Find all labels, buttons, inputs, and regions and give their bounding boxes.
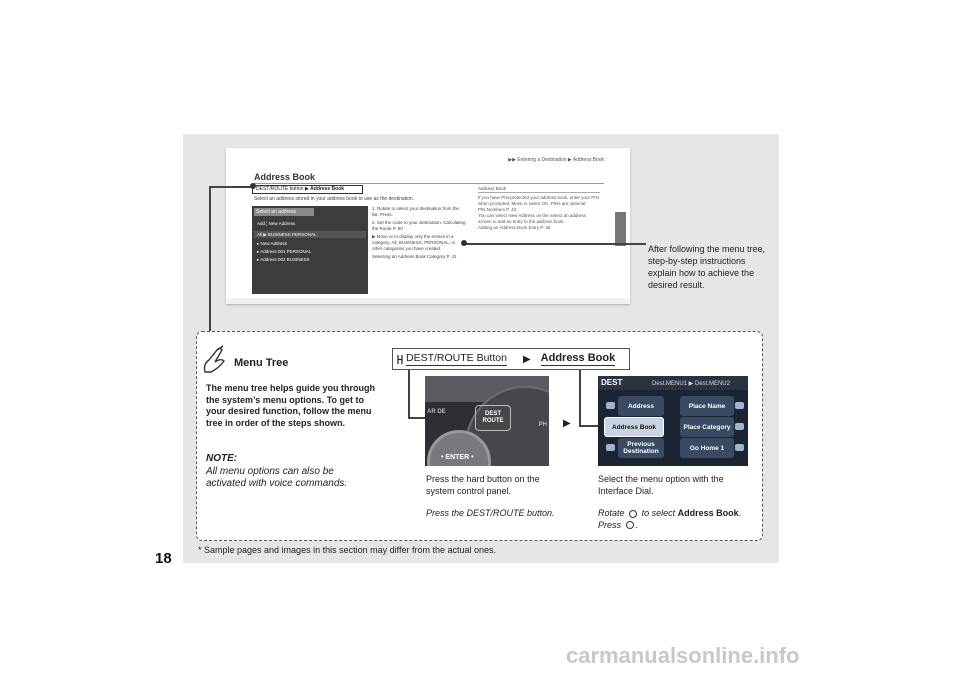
note-header: NOTE: (206, 453, 238, 464)
sample-screen (252, 206, 368, 294)
enter-label: • ENTER • (441, 454, 474, 461)
dial-rotate-icon (629, 510, 637, 518)
dest-route-label: ROUTE (482, 418, 504, 424)
sample-title: Address Book (254, 172, 316, 182)
tree-bar-destination: Address Book (540, 352, 616, 364)
nav-button-previous-destination[interactable]: Previous Destination (618, 438, 664, 458)
caption-period: . (738, 508, 742, 518)
callout-instructions: After following the menu tree, step-by-step instructions explain how to achieve the desired result. (648, 244, 766, 290)
sample-page-edge (226, 298, 630, 304)
nav-button-place-category[interactable]: Place Category (680, 417, 734, 437)
connector-dot (461, 240, 467, 246)
dest-route-button[interactable] (475, 405, 511, 431)
hard-button-icon (397, 354, 403, 365)
connector-dot (250, 183, 256, 189)
sample-screen-row: All ▶ BUSINESS PERSONAL (254, 231, 366, 238)
nav-header-dest: DEST (601, 378, 623, 387)
sample-screen-row: ▸ Address 001 PERSONAL (257, 249, 312, 254)
sample-note-line: Adding an Address Book Entry P. 38 (478, 225, 551, 230)
nav-button-place-name[interactable]: Place Name (680, 396, 734, 416)
nav-header (598, 376, 748, 390)
caption-press-dest-route-text: Press the DEST/ROUTE button. (426, 508, 555, 518)
sample-note-line: PIN Numbers P. 43 (478, 207, 517, 212)
panel-side-label: AR DE (427, 409, 446, 415)
connector-line (209, 186, 211, 332)
caption-press-hard-button: Press the hard button on the system control panel. (426, 474, 540, 496)
sample-breadcrumb: ▶▶ Entering a Destination ▶ Address Book (508, 157, 604, 163)
menu-tree-icon (197, 344, 231, 378)
note-text: All menu options can also be activated with voice commands. (206, 466, 348, 489)
caption-press: Press (598, 519, 622, 530)
sample-rule (254, 183, 604, 184)
sample-tree-dest: Address Book (310, 186, 345, 192)
menu-tree-description: The menu tree helps guide you through the system’s menu options. To get to your desired function, follow the menu tree in order of the steps shown. (206, 383, 376, 428)
sample-note-line: If you have PIN-protected your address book, enter your PIN when prompted. Move to select OK. PINs are optional. (478, 195, 599, 206)
previous-destination-icon (606, 444, 615, 451)
caption-rotate-select (598, 508, 758, 531)
sample-intro: Select an address stored in your address book to use as the destination. (254, 196, 415, 202)
watermark: carmanualsonline.info (566, 643, 800, 668)
sample-step: 1. Rotate to select your destination from the list. Press. (372, 206, 460, 217)
place-category-icon (735, 423, 744, 430)
tree-bar-button: DEST/ROUTE Button (406, 352, 507, 364)
connector-line (579, 370, 581, 426)
menu-tree-bar (392, 348, 630, 370)
sample-note-header: Address Book (478, 186, 600, 193)
nav-button-go-home[interactable]: Go Home 1 (680, 438, 734, 458)
caption-press-dest-route (426, 508, 555, 520)
dial-press-icon (626, 521, 634, 529)
sample-screen-row: ▸ Address 002 BUSINESS (257, 257, 310, 262)
sample-note-line: You can select New Address on the Select an address screen to add an entry to the address book. (478, 213, 586, 224)
sample-screen-row: Add ¦ New Address (257, 221, 296, 226)
nav-crumb: Dest.MENU1 ▶ Dest.MENU2 (652, 381, 730, 387)
nav-button-address-book[interactable]: Address Book (604, 417, 664, 437)
sample-step: ▶ Move or to display only the entries in a category: All, BUSINESS, PERSONAL, or other categories you have created. (372, 234, 456, 251)
control-panel-photo (425, 376, 549, 466)
place-name-icon (735, 402, 744, 409)
caption-rotate: Rotate (598, 508, 625, 518)
connector-line (408, 370, 410, 418)
address-icon (606, 402, 615, 409)
step-arrow: ▶ (563, 418, 571, 429)
caption-period: . (635, 519, 639, 530)
sample-note (478, 186, 600, 231)
connector-line (464, 243, 646, 245)
sample-screen-row: ▸ New Address (257, 241, 288, 246)
panel-side-label: PH (538, 422, 547, 428)
nav-screen (598, 376, 748, 466)
sample-steps (372, 206, 466, 262)
footnote: * Sample pages and images in this section may differ from the actual ones. (198, 545, 496, 555)
sample-step: 2. Set the route to your destination. Calculating the Route P. 90 (372, 220, 466, 231)
sample-tree-arrow: ▶ (304, 186, 309, 192)
sample-tree-button: DEST/ROUTE button (256, 186, 304, 192)
go-home-icon (735, 444, 744, 451)
sample-step: Selecting an Address Book Category P. 41 (372, 254, 457, 259)
nav-button-address[interactable]: Address (618, 396, 664, 416)
menu-tree-title: Menu Tree (234, 357, 289, 369)
caption-address-book: Address Book (677, 508, 739, 518)
sample-menu-tree (252, 185, 363, 194)
tree-bar-arrow: ▶ (522, 353, 531, 365)
dest-route-label: DEST (484, 411, 501, 417)
connector-line (209, 186, 253, 188)
sample-screen-header: Select an address (254, 208, 314, 216)
caption-select-option: Select the menu option with the Interface Dial. (598, 474, 724, 496)
sample-side-tab (615, 212, 626, 246)
sample-page (226, 148, 630, 304)
page-number: 18 (155, 550, 172, 567)
caption-to-select: to select (641, 508, 676, 518)
